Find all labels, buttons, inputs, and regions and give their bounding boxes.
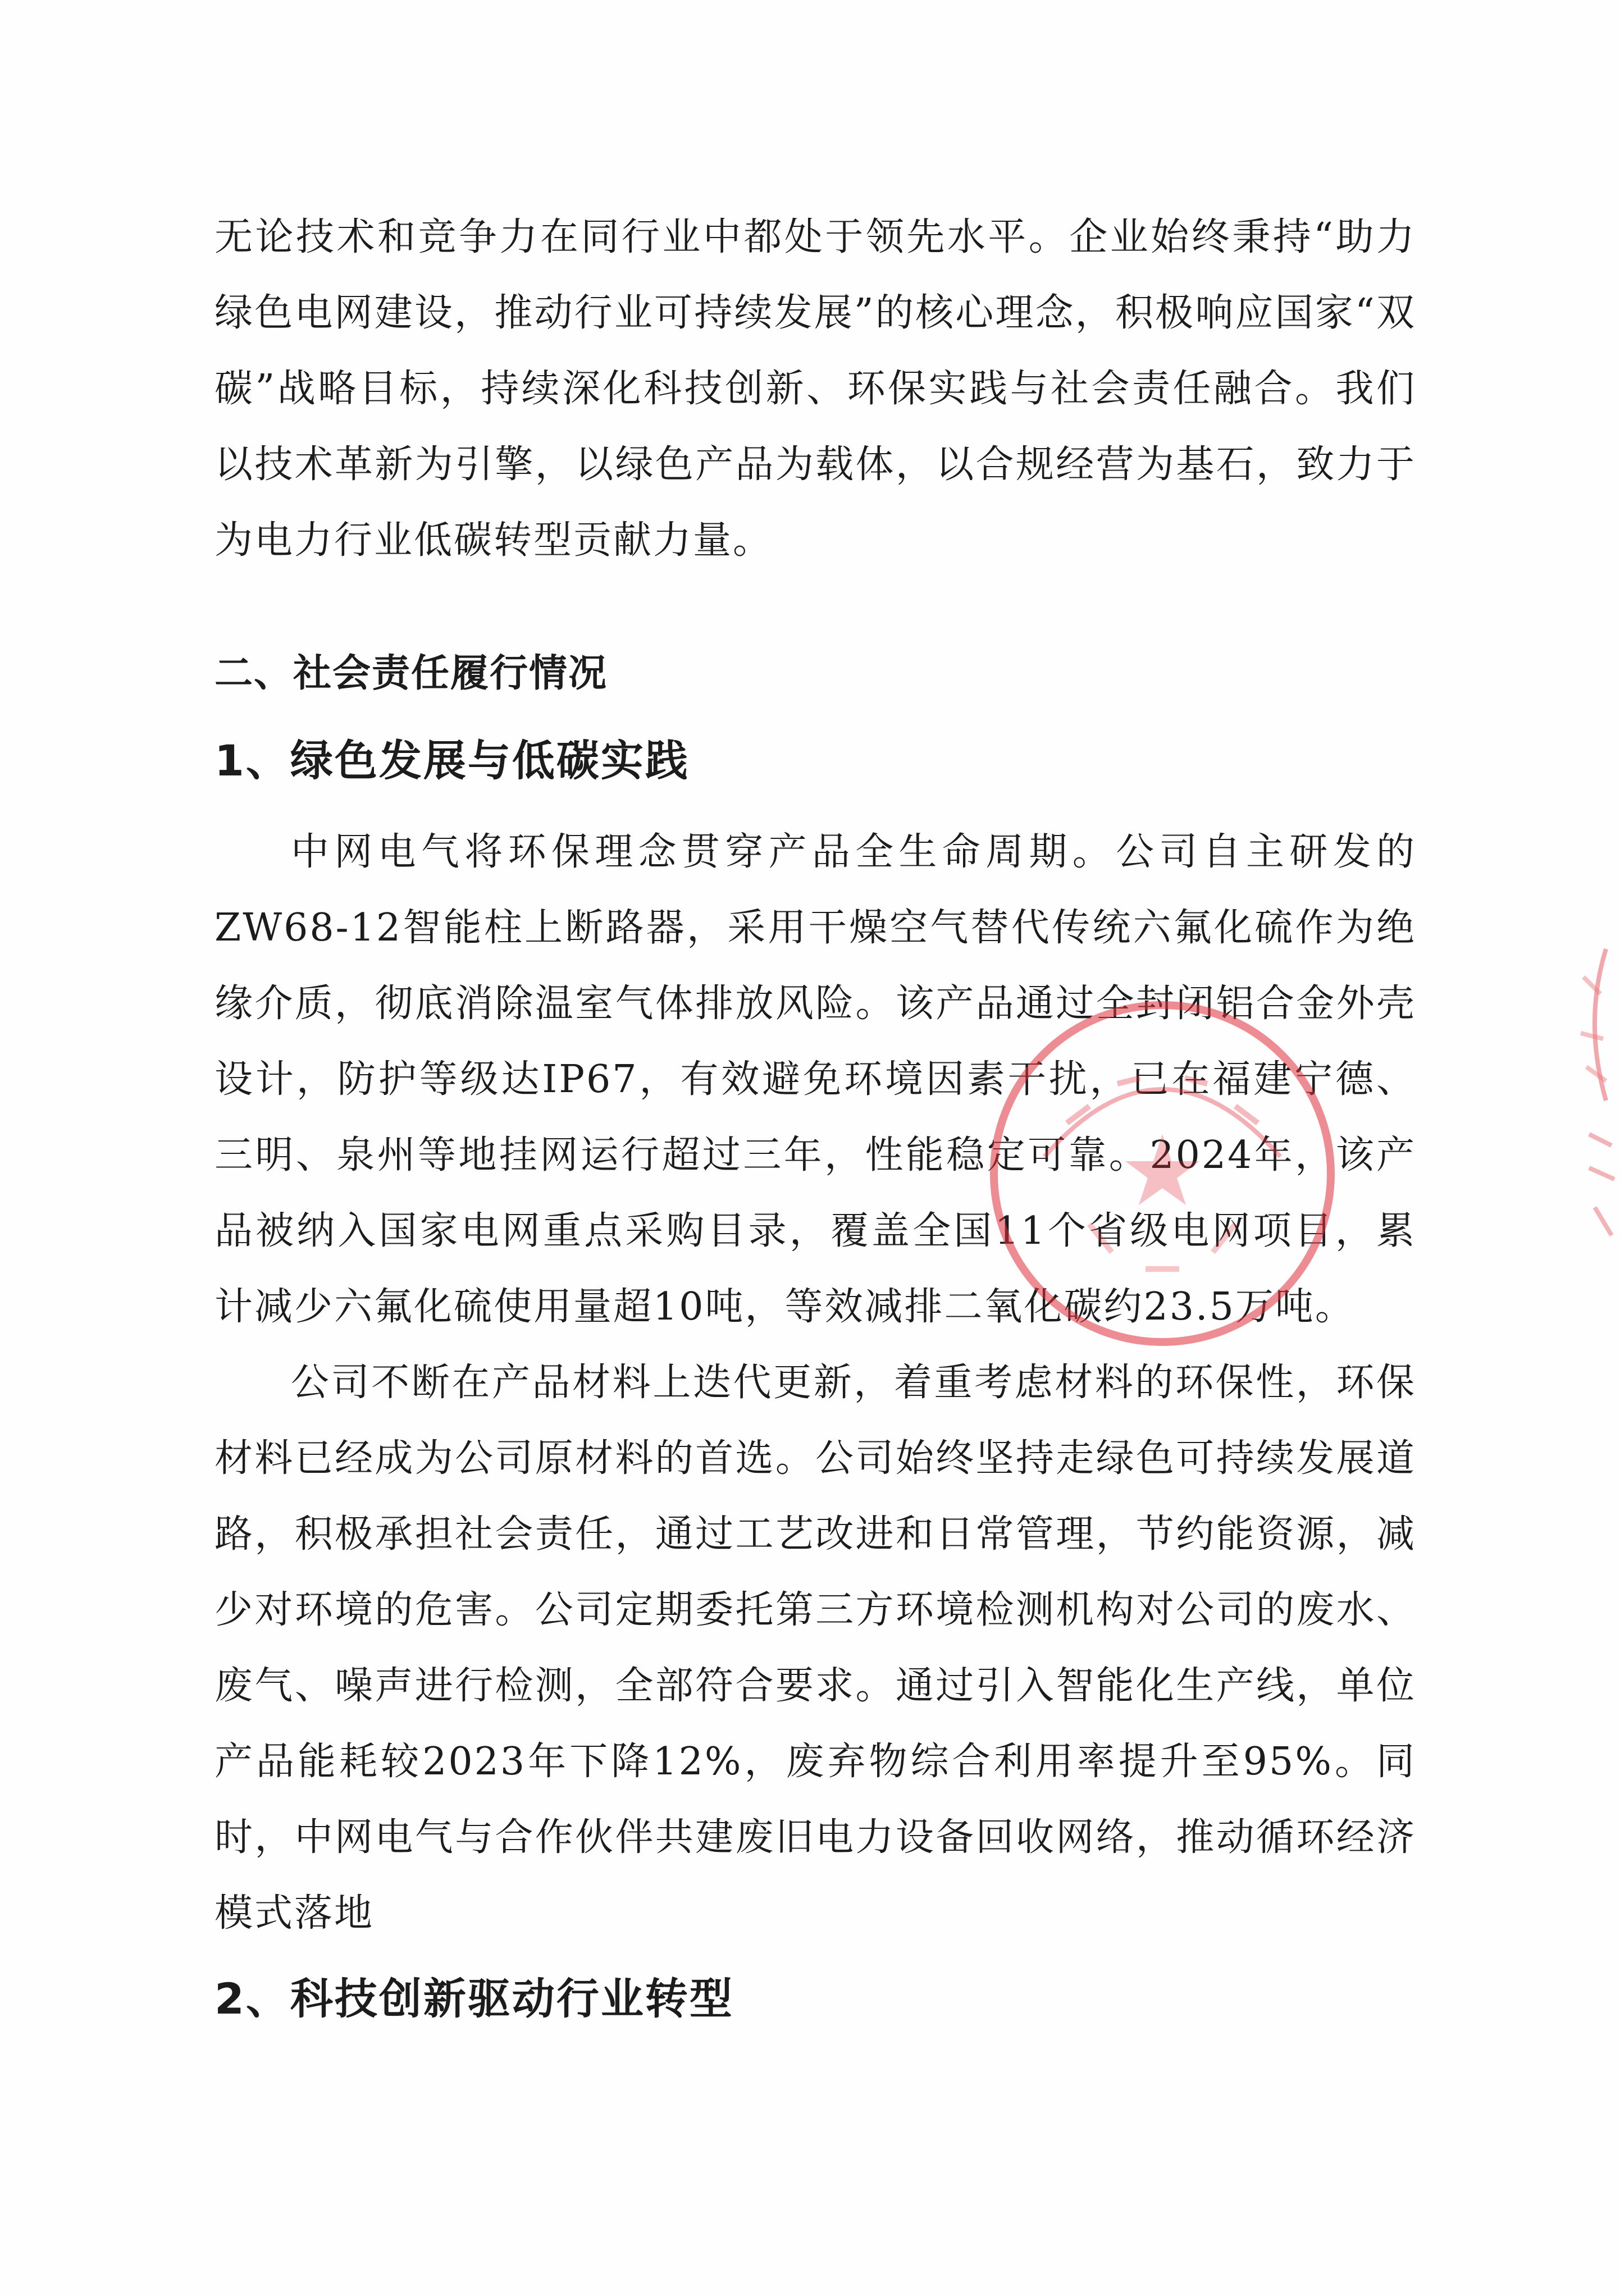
green-development-paragraph-2: 公司不断在产品材料上迭代更新，着重考虑材料的环保性，环保材料已经成为公司原材料的首选。公司始终坚持走绿色可持续发展道路，积极承担社会责任，通过工艺改进和日常管理，节约能资源，减少对环境的危害。公司定期委托第三方环境检测机构对公司的废水、废气、噪声进行检测，全部符合要求。通过引入智能化生产线，单位产品能耗较2023年下降12%，废弃物综合利用率提升至95%。同时，中网电气与合作伙伴共建废旧电力设备回收网络，推动循环经济模式落地 — [215, 1361, 1416, 1936]
document-body — [215, 199, 1416, 2041]
intro-paragraph: 无论技术和竞争力在同行业中都处于领先水平。企业始终秉持“助力绿色电网建设，推动行业可持续发展”的核心理念，积极响应国家“双碳”战略目标，持续深化科技创新、环保实践与社会责任融合。我们以技术革新为引擎，以绿色产品为载体，以合规经营为基石，致力于为电力行业低碳转型贡献力量。 — [215, 215, 1416, 563]
edge-seal-fragment — [1572, 943, 1620, 1258]
subsection-heading-2: 2、科技创新驱动行业转型 — [215, 1974, 734, 2024]
subsection-heading-1: 1、绿色发展与低碳实践 — [215, 736, 690, 786]
section-heading-2: 二、社会责任履行情况 — [215, 651, 608, 696]
green-development-paragraph-1: 中网电气将环保理念贯穿产品全生命周期。公司自主研发的ZW68-12智能柱上断路器，采用干燥空气替代传统六氟化硫作为绝缘介质，彻底消除温室气体排放风险。该产品通过全封闭铝合金外壳设计，防护等级达IP67，有效避免环境因素干扰，已在福建宁德、三明、泉州等地挂网运行超过三年，性能稳定可靠。2024年，该产品被纳入国家电网重点采购目录，覆盖全国11个省级电网项目，累计减少六氟化硫使用量超10吨，等效减排二氧化碳约23.5万吨。 — [215, 830, 1416, 1329]
